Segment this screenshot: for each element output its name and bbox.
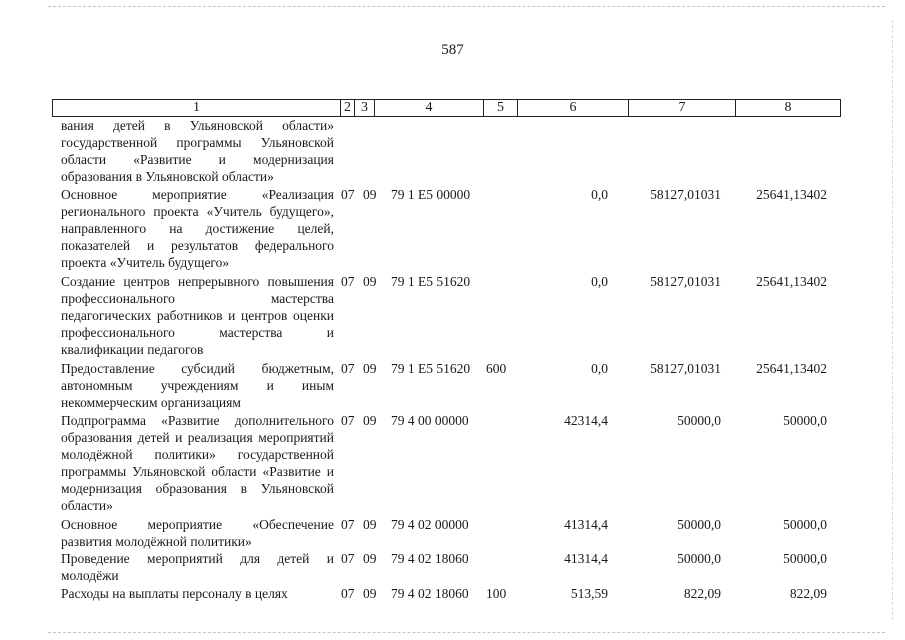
- row-subsection: 09: [363, 551, 377, 566]
- row-name: Расходы на выплаты персоналу в целях: [61, 586, 288, 601]
- row-value-7: 50000,0: [677, 517, 721, 532]
- row-subsection: 09: [363, 586, 377, 601]
- row-expense-type: 100: [486, 586, 507, 601]
- row-value-8: 822,09: [789, 586, 827, 601]
- row-name: вания детей в Ульяновской области» государственной программы Ульяновской области «Развитие и модернизация образования в Ульяновской области»: [61, 118, 334, 184]
- row-section: 07: [341, 586, 355, 601]
- row-section: 07: [341, 551, 355, 566]
- row-subsection: 09: [363, 361, 377, 376]
- row-value-7: 58127,01031: [650, 187, 721, 202]
- page-number: 587: [441, 42, 464, 58]
- row-value-7: 822,09: [683, 586, 721, 601]
- row-value-6: 41314,4: [564, 551, 608, 566]
- row-section: 07: [341, 274, 355, 289]
- row-value-6: 42314,4: [564, 413, 608, 428]
- column-header-7: 7: [628, 100, 735, 116]
- row-value-7: 50000,0: [677, 413, 721, 428]
- row-value-6: 41314,4: [564, 517, 608, 532]
- column-header-8: 8: [735, 100, 840, 116]
- row-value-8: 25641,13402: [756, 274, 827, 289]
- row-target-code: 79 4 02 18060: [391, 586, 469, 601]
- row-subsection: 09: [363, 517, 377, 532]
- row-section: 07: [341, 187, 355, 202]
- table-header: [52, 99, 841, 117]
- column-header-1: 1: [193, 100, 200, 115]
- row-target-code: 79 4 00 00000: [391, 413, 469, 428]
- row-target-code: 79 1 E5 00000: [391, 187, 471, 202]
- row-value-8: 25641,13402: [756, 187, 827, 202]
- row-value-6: 0,0: [591, 274, 608, 289]
- row-section: 07: [341, 517, 355, 532]
- row-value-8: 50000,0: [783, 551, 827, 566]
- scan-artifact-top: [48, 6, 885, 7]
- scan-artifact-bottom: [48, 632, 885, 633]
- row-value-8: 25641,13402: [756, 361, 827, 376]
- row-target-code: 79 4 02 00000: [391, 517, 469, 532]
- row-section: 07: [341, 361, 355, 376]
- row-target-code: 79 1 E5 51620: [391, 361, 471, 376]
- row-name: Предоставление субсидий бюджетным, автономным учреждениям и иным некоммерческим организациям: [61, 361, 334, 410]
- column-header-3: 3: [354, 100, 374, 116]
- row-name: Проведение мероприятий для детей и молодёжи: [61, 551, 334, 583]
- row-value-6: 0,0: [591, 187, 608, 202]
- row-value-8: 50000,0: [783, 517, 827, 532]
- row-section: 07: [341, 413, 355, 428]
- row-name: Основное мероприятие «Реализация регионального проекта «Учитель будущего», направленного на достижение целей, показателей и результатов федерального проекта «Учитель будущего»: [61, 187, 334, 270]
- row-value-7: 58127,01031: [650, 361, 721, 376]
- column-header-4: 4: [374, 100, 483, 116]
- row-subsection: 09: [363, 274, 377, 289]
- column-header-6: 6: [517, 100, 628, 116]
- scan-artifact-right: [892, 20, 893, 620]
- row-name: Подпрограмма «Развитие дополнительного образования детей и реализация мероприятий молодёжной политики» государственной программы Ульяновской области «Развитие и модернизация образования в Ульяновской области»: [61, 413, 334, 513]
- row-target-code: 79 4 02 18060: [391, 551, 469, 566]
- column-header-2: 2: [340, 100, 354, 116]
- row-value-7: 50000,0: [677, 551, 721, 566]
- row-value-7: 58127,01031: [650, 274, 721, 289]
- row-value-6: 513,59: [570, 586, 608, 601]
- row-subsection: 09: [363, 413, 377, 428]
- row-value-8: 50000,0: [783, 413, 827, 428]
- row-subsection: 09: [363, 187, 377, 202]
- row-name: Основное мероприятие «Обеспечение развития молодёжной политики»: [61, 517, 334, 549]
- column-header-5: 5: [483, 100, 517, 116]
- row-target-code: 79 1 E5 51620: [391, 274, 471, 289]
- row-name: Создание центров непрерывного повышения профессионального мастерства педагогических работников и центров оценки профессионального мастерства и квалификации педагогов: [61, 274, 334, 357]
- row-value-6: 0,0: [591, 361, 608, 376]
- row-expense-type: 600: [486, 361, 507, 376]
